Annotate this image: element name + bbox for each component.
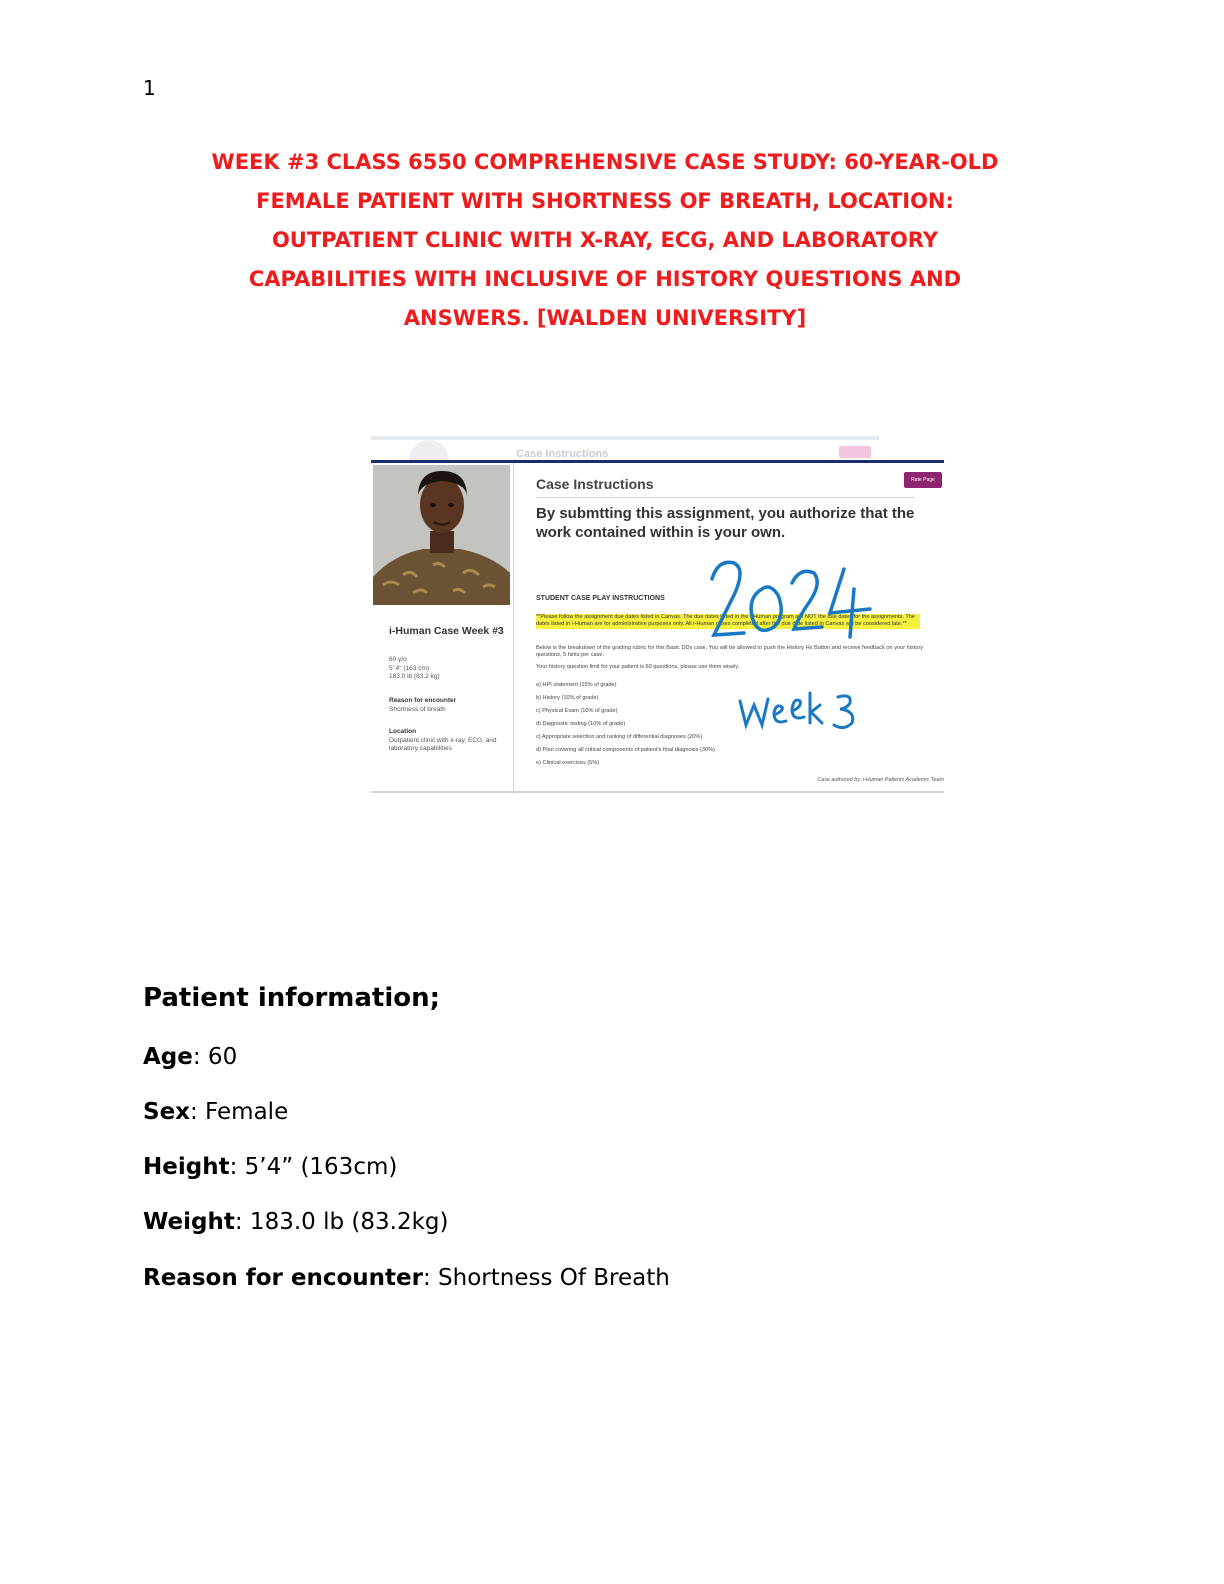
authorization-statement: By submtting this assignment, you authorize that the work contained within is your own. [536,505,915,541]
patient-stats [389,656,507,682]
highlighted-note: **Please follow the assignment due dates listed in Canvas. The due dates listed in the i-Human program are NOT the due dates for the assignments. The dates listed in i-Human are for administrative purposes only. All i-Human cases completed after the due date listed in Canvas will be considered late.** [536,614,920,629]
age-value: : 60 [192,1044,238,1070]
reason-label: Reason for encounter [389,697,457,704]
patient-panel [371,463,514,794]
reason-label: Reason for encounter [143,1265,423,1291]
rubric-item: c) Appropriate selection and ranking of differential diagnoses (20%) [536,734,703,740]
limit-text: Your history question limit for your patient is 60 questions, please use them wisely. [536,663,740,670]
title-line: FEMALE PATIENT WITH SHORTNESS OF BREATH, LOCATION: [256,189,954,213]
weight-label: Weight [143,1209,235,1235]
heading-divider [536,497,914,498]
instructions-heading: Case Instructions [536,476,654,492]
ghost-title: Case Instructions [516,448,609,460]
title-line: WEEK #3 CLASS 6550 COMPREHENSIVE CASE STUDY: 60-YEAR-OLD [211,150,999,174]
instructions-panel [514,463,944,794]
title-line: ANSWERS. [WALDEN UNIVERSITY] [403,306,807,330]
weight-value: : 183.0 lb (83.2kg) [234,1209,449,1235]
patient-weight-row [143,1209,448,1235]
rubric-item: c) Physical Exam (10% of grade) [536,708,618,714]
title-line: CAPABILITIES WITH INCLUSIVE OF HISTORY QUESTIONS AND [248,267,962,291]
rubric-item: d) Diagnostic testing (10% of grade) [536,721,626,727]
ghost-bar [371,436,879,440]
patient-weight: 183.0 lb (83.2 kg) [389,673,440,680]
ghost-button [839,446,871,458]
patient-reason-row [143,1265,670,1291]
instructions-subheading: STUDENT CASE PLAY INSTRUCTIONS [536,595,665,602]
case-name: i-Human Case Week #3 [389,625,504,637]
patient-height: 5' 4" (163 cm) [389,664,430,672]
handwritten-week [736,689,866,735]
height-value: : 5’4” (163cm) [229,1154,398,1180]
case-author: Case authored by: i-Human Patients Academic Team [817,777,944,783]
patient-portrait [373,465,510,605]
height-label: Height [143,1154,230,1180]
age-label: Age [143,1044,193,1070]
patient-height-row [143,1154,397,1180]
reason-value: : Shortness Of Breath [422,1265,670,1291]
patient-age-row [143,1044,237,1070]
page-number: 1 [143,76,156,100]
patient-age: 60 y/o [389,656,407,663]
sex-label: Sex [143,1099,190,1125]
rubric-item: a) HPI statement (15% of grade) [536,682,617,688]
rubric-item: d) Plan covering all critical components of patient's final diagnosis (30%) [536,747,715,753]
location-label: Location [389,728,417,735]
location-block [389,728,507,754]
handwritten-year [704,555,874,645]
patient-info-heading: Patient information; [143,983,441,1013]
location-value: Outpatient clinic with x-ray, ECG, and laboratory capabilities [389,736,497,752]
document-title [150,143,1060,338]
breakdown-text: Below is the breakdown of the grading rubric for this Basic DDx case. You will be allowed to push the History Hx Button and receive feedback on your history questions, 5 hints per case. [536,645,924,659]
instructions-body [536,645,931,675]
rate-page-button[interactable]: Rate Page [904,472,942,488]
reason-block [389,697,507,714]
rubric-item: b) History (10% of grade) [536,695,599,701]
ghost-avatar [409,440,449,460]
title-line: OUTPATIENT CLINIC WITH X-RAY, ECG, AND LABORATORY [271,228,939,252]
bottom-rule [371,791,944,793]
patient-avatar-icon [373,465,510,605]
sex-value: : Female [190,1099,289,1125]
patient-sex-row [143,1099,288,1125]
rubric-item: e) Clinical exercises (5%) [536,760,600,766]
reason-value: Shortness of breath [389,705,446,713]
case-instructions-screenshot [371,436,944,794]
